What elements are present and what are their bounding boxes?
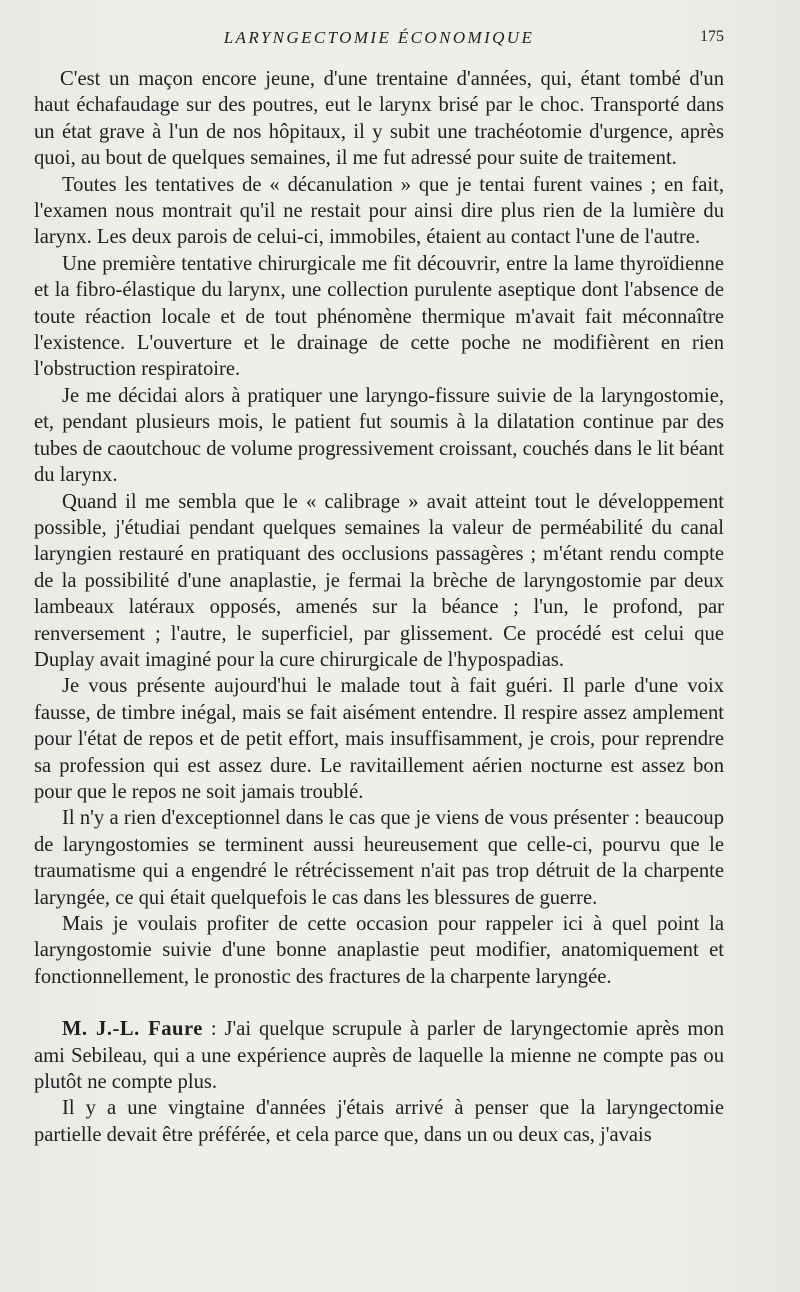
page-header bbox=[34, 28, 724, 52]
speaker-paragraph-2: Il y a une vingtaine d'années j'étais arrivé à penser que la laryngectomie partielle devait être préférée, et cela parce que, dans un ou deux cas, j'avais bbox=[34, 1097, 724, 1146]
paragraph-5: Quand il me sembla que le « calibrage » avait atteint tout le développement possible, j'étudiai pendant quelques semaines la valeur de perméabilité du canal laryngien restauré en pratiquant des occlusions passagères ; m'étant rendu compte de la possibilité d'une anaplastie, je fermai la brèche de laryngostomie par deux lambeaux latéraux opposés, amenés sur la béance ; l'un, le profond, par renversement ; l'autre, le superficiel, par glissement. Ce procédé est celui que Duplay avait imaginé pour la cure chirurgicale de l'hypospadias. bbox=[34, 490, 724, 671]
paragraph-4: Je me décidai alors à pratiquer une laryngo-fissure suivie de la laryngostomie, et, pendant plusieurs mois, le patient fut soumis à la dilatation continue par des tubes de caoutchouc de volume progressivement croissant, couchés dans le lit béant du larynx. bbox=[34, 384, 724, 487]
running-title: LARYNGECTOMIE ÉCONOMIQUE bbox=[223, 28, 535, 47]
paragraph-6: Je vous présente aujourd'hui le malade tout à fait guéri. Il parle d'une voix fausse, de timbre inégal, mais se fait aisément entendre. Il respire assez amplement pour l'état de repos et de petit effort, mais insuffisamment, je crois, pour reprendre sa profession qui est assez dure. Le ravitaillement aérien nocturne est assez bon pour que le repos ne soit jamais troublé. bbox=[34, 675, 724, 803]
speaker-name: M. J.-L. Faure bbox=[62, 1018, 203, 1041]
speaker-paragraph-1 bbox=[34, 1016, 724, 1095]
paragraph-1: C'est un maçon encore jeune, d'une trentaine d'années, qui, étant tombé d'un haut échafaudage sur des poutres, eut le larynx brisé par le choc. Transporté dans un état grave à l'un de nos hôpitaux, il y subit une trachéotomie d'urgence, après quoi, au bout de quelques semaines, il me fut adressé pour suite de traitement. bbox=[34, 68, 724, 170]
paragraph-8: Mais je voulais profiter de cette occasion pour rappeler ici à quel point la laryngostomie suivie d'une bonne anaplastie peut modifier, anatomiquement et fonctionnellement, le pronostic des fractures de la charpente laryngée. bbox=[34, 913, 724, 988]
paragraph-7: Il n'y a rien d'exceptionnel dans le cas que je viens de vous présenter : beaucoup de laryngostomies se terminent aussi heureusement que celle-ci, pourvu que le traumatisme qui a engendré le rétrécissement n'ait pas trop détruit de la charpente laryngée, ce qui était quelquefois le cas dans les blessures de guerre. bbox=[34, 807, 724, 909]
page-number: 175 bbox=[700, 28, 724, 45]
paragraph-2: Toutes les tentatives de « décanulation » que je tentai furent vaines ; en fait, l'examen nous montrait qu'il ne restait pour ainsi dire plus rien de la lumière du larynx. Les deux parois de celui-ci, immobiles, étaient au contact l'une de l'autre. bbox=[34, 173, 724, 249]
paragraph-3: Une première tentative chirurgicale me fit découvrir, entre la lame thyroïdienne et la fibro-élastique du larynx, une collection purulente aseptique dont l'absence de toute réaction locale et de tout phénomène thermique m'avait fait méconnaître l'existence. L'ouverture et le drainage de cette poche ne modifièrent en rien l'obstruction respiratoire. bbox=[34, 252, 724, 381]
body-text bbox=[34, 66, 724, 1148]
speaker-paragraph-1-text: : J'ai quelque scrupule à parler de laryngectomie après mon ami Sebileau, qui a une expérience auprès de laquelle la mienne ne compte pas ou plutôt ne compte plus. bbox=[34, 1018, 724, 1094]
